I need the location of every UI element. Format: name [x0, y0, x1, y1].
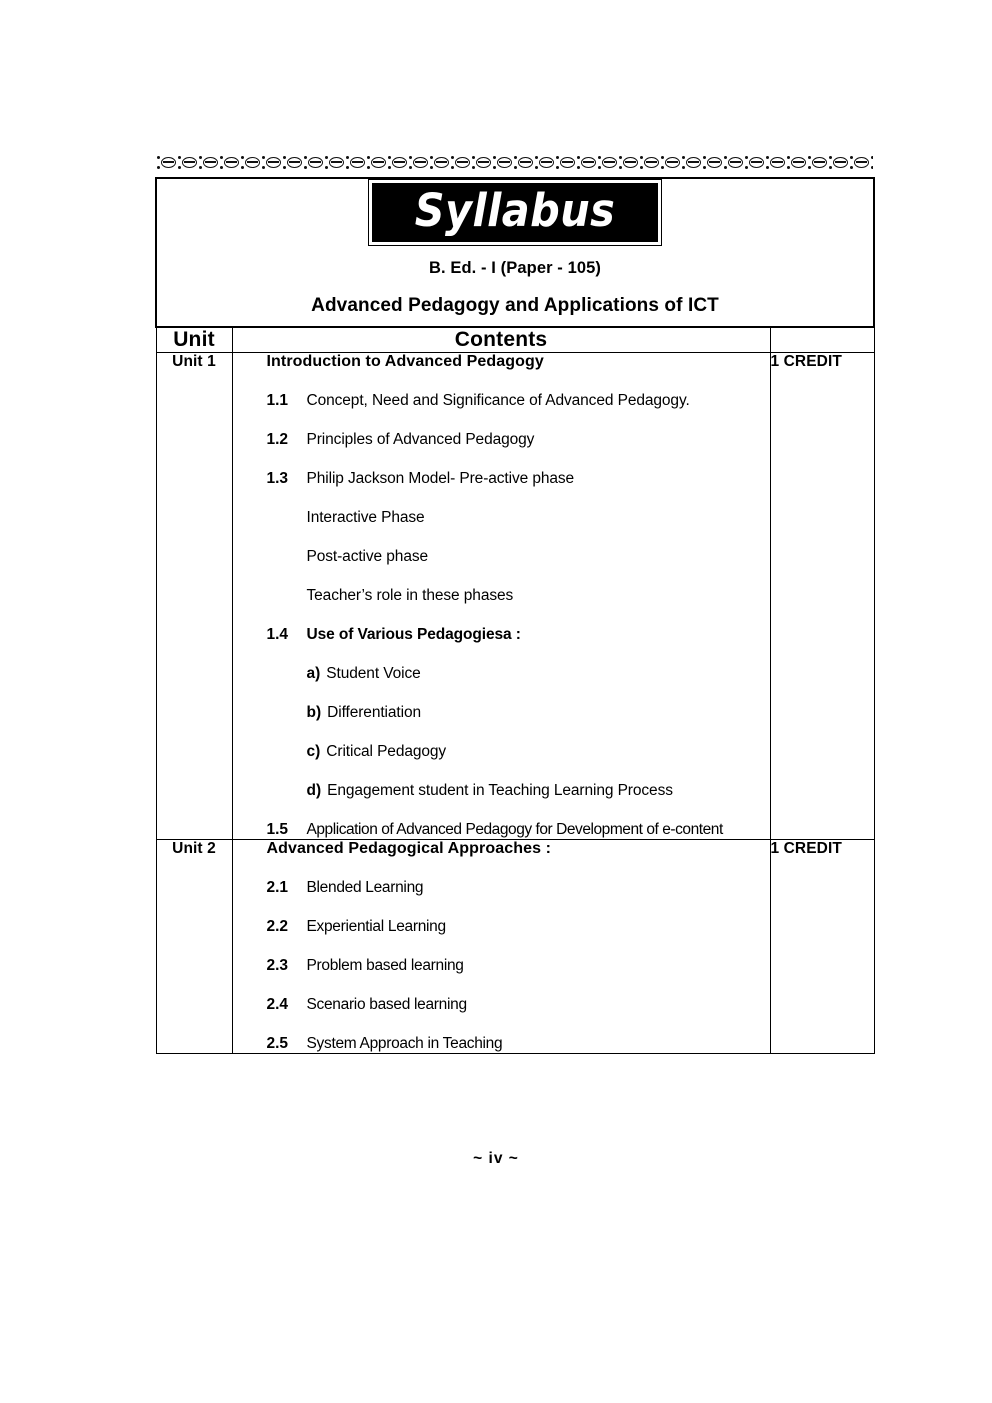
ornament-dot-pair [828, 156, 832, 169]
content-item [233, 392, 770, 410]
column-header-contents: Contents [232, 327, 770, 353]
ornament-motif [407, 156, 428, 169]
content-item [233, 470, 770, 488]
item-text: Post-active phase [306, 547, 429, 565]
ornament-dot-pair [513, 156, 517, 169]
ornament-dot-pair [429, 156, 433, 169]
unit-credit: 1 CREDIT [770, 839, 874, 1053]
ornament-oval-icon [476, 157, 491, 168]
sub-item-text: Student Voice [326, 664, 421, 682]
item-text: Principles of Advanced Pedagogy [306, 430, 535, 448]
item-text: Blended Learning [306, 878, 424, 896]
ornament-motif [176, 156, 197, 169]
ornament-oval-icon [266, 157, 281, 168]
ornament-motif [218, 156, 239, 169]
syllabus-logo [368, 179, 662, 246]
ornament-dot-pair [807, 156, 811, 169]
item-number: 2.4 [266, 995, 289, 1013]
item-text: Application of Advanced Pedagogy for Development of e-content [306, 820, 723, 838]
item-text: Use of Various Pedagogiesa : [306, 625, 521, 643]
ornament-dot-pair [639, 156, 643, 169]
ornament-motif [764, 156, 785, 169]
ornament-dot-pair [702, 156, 706, 169]
table-banner-row [156, 178, 874, 327]
ornament-oval-icon [329, 157, 344, 168]
item-number: 2.5 [266, 1034, 289, 1052]
ornament-dot-pair [282, 156, 286, 169]
ornament-oval-icon [560, 157, 575, 168]
ornament-motif [428, 156, 449, 169]
content-item-continuation [233, 509, 770, 527]
ornament-oval-icon [182, 157, 197, 168]
ornament-oval-icon [728, 157, 743, 168]
item-number: 1.2 [266, 430, 289, 448]
item-number: 1.1 [266, 391, 289, 409]
content-sub-item [233, 743, 770, 761]
item-text: Problem based learning [306, 956, 464, 974]
unit-heading: Introduction to Advanced Pedagogy [266, 352, 544, 370]
ornament-oval-icon [539, 157, 554, 168]
ornament-oval-icon [770, 157, 785, 168]
ornament-dot-pair [492, 156, 496, 169]
item-text: Philip Jackson Model- Pre-active phase [306, 469, 575, 487]
ornament-motif [512, 156, 533, 169]
ornament-oval-icon [308, 157, 323, 168]
ornament-oval-icon [497, 157, 512, 168]
ornament-motif [806, 156, 827, 169]
ornament-oval-icon [791, 157, 806, 168]
ornament-motif [659, 156, 680, 169]
ornament-motif [155, 156, 176, 169]
syllabus-logo-text: Syllabus [414, 184, 616, 237]
content-item-continuation [233, 548, 770, 566]
ornament-motif [638, 156, 659, 169]
ornament-oval-icon [707, 157, 722, 168]
ornament-dot-pair [345, 156, 349, 169]
ornament-dot-pair [765, 156, 769, 169]
ornament-motif [743, 156, 764, 169]
ornament-motif [302, 156, 323, 169]
column-header-unit: Unit [156, 327, 232, 353]
content-sub-item [233, 704, 770, 722]
sub-item-letter: b) [306, 703, 322, 721]
ornament-oval-icon [581, 157, 596, 168]
ornament-dot-pair [786, 156, 790, 169]
sub-item-letter: c) [306, 742, 321, 760]
ornament-motif [785, 156, 806, 169]
syllabus-logo-plate [372, 183, 658, 242]
ornament-dot-pair [303, 156, 307, 169]
ornament-oval-icon [854, 157, 869, 168]
ornament-oval-icon [644, 157, 659, 168]
ornament-motif [281, 156, 302, 169]
ornament-oval-icon [287, 157, 302, 168]
ornament-dot-pair [555, 156, 559, 169]
ornament-oval-icon [749, 157, 764, 168]
content-item [233, 431, 770, 449]
ornament-dot-pair [723, 156, 727, 169]
ornament-motif [239, 156, 260, 169]
ornament-motif [197, 156, 218, 169]
item-number: 1.4 [266, 625, 289, 643]
ornament-dot-pair [198, 156, 202, 169]
ornament-motif [680, 156, 701, 169]
ornament-dot-pair [219, 156, 223, 169]
paper-code-line: B. Ed. - I (Paper - 105) [428, 258, 602, 277]
ornament-oval-icon [203, 157, 218, 168]
ornament-dot-pair [870, 156, 873, 169]
unit-credit: 1 CREDIT [770, 352, 874, 839]
ornament-dot-pair [849, 156, 853, 169]
ornament-motif [554, 156, 575, 169]
item-text: Experiential Learning [306, 917, 446, 935]
table-row [156, 839, 874, 1053]
ornament-dot-pair [324, 156, 328, 169]
item-number: 2.3 [266, 956, 289, 974]
ornament-dot-pair [534, 156, 538, 169]
ornament-dot-pair [744, 156, 748, 169]
ornament-motif [701, 156, 722, 169]
page-number: ~ iv ~ [473, 1150, 519, 1167]
decorative-border-ornament [155, 152, 873, 172]
ornament-motif [365, 156, 386, 169]
unit-label: Unit 1 [156, 352, 232, 839]
ornament-oval-icon [812, 157, 827, 168]
item-text: Teacher’s role in these phases [306, 586, 514, 604]
content-item [233, 626, 770, 644]
ornament-dot-pair [240, 156, 244, 169]
syllabus-banner-cell [156, 178, 874, 327]
ornament-dot-pair [576, 156, 580, 169]
ornament-motif [722, 156, 743, 169]
ornament-dot-pair [156, 156, 160, 169]
ornament-dot-pair [387, 156, 391, 169]
ornament-oval-icon [434, 157, 449, 168]
ornament-motif [827, 156, 848, 169]
ornament-motif [491, 156, 512, 169]
item-number: 2.1 [266, 878, 289, 896]
item-text: Scenario based learning [306, 995, 467, 1013]
ornament-dot-pair [177, 156, 181, 169]
ornament-motif [386, 156, 407, 169]
ornament-dot-pair [366, 156, 370, 169]
course-title: Advanced Pedagogy and Applications of ICT [311, 294, 719, 316]
item-text: Interactive Phase [306, 508, 425, 526]
column-header-credit [770, 327, 874, 353]
ornament-oval-icon [623, 157, 638, 168]
content-item [233, 1035, 770, 1053]
syllabus-table [155, 177, 875, 1054]
ornament-dot-pair [660, 156, 664, 169]
item-text: System Approach in Teaching [306, 1034, 503, 1052]
content-sub-item [233, 665, 770, 683]
item-number: 1.3 [266, 469, 289, 487]
ornament-dot-pair [261, 156, 265, 169]
ornament-oval-icon [245, 157, 260, 168]
sub-item-text: Engagement student in Teaching Learning Process [327, 781, 673, 799]
content-item [233, 957, 770, 975]
unit-contents [232, 839, 770, 1053]
item-text: Concept, Need and Significance of Advanced Pedagogy. [306, 391, 690, 409]
ornament-motif [596, 156, 617, 169]
ornament-motif [449, 156, 470, 169]
ornament-oval-icon [161, 157, 176, 168]
ornament-motif [344, 156, 365, 169]
ornament-motif [848, 156, 869, 169]
content-item [233, 821, 770, 839]
content-item [233, 879, 770, 897]
ornament-dot-pair [408, 156, 412, 169]
content-sub-item [233, 782, 770, 800]
ornament-oval-icon [518, 157, 533, 168]
ornament-oval-icon [665, 157, 680, 168]
item-number: 2.2 [266, 917, 289, 935]
sub-item-text: Critical Pedagogy [326, 742, 447, 760]
sub-item-text: Differentiation [327, 703, 421, 721]
ornament-oval-icon [686, 157, 701, 168]
ornament-motif [323, 156, 344, 169]
ornament-dot-pair [597, 156, 601, 169]
ornament-motif [575, 156, 596, 169]
unit-contents [232, 352, 770, 839]
ornament-oval-icon [392, 157, 407, 168]
ornament-oval-icon [413, 157, 428, 168]
unit-item-list [233, 879, 770, 1053]
unit-heading: Advanced Pedagogical Approaches : [266, 839, 552, 857]
ornament-motif [260, 156, 281, 169]
unit-label: Unit 2 [156, 839, 232, 1053]
ornament-dot-pair [681, 156, 685, 169]
ornament-motif [617, 156, 638, 169]
sub-item-letter: d) [306, 781, 322, 799]
sub-item-letter: a) [306, 664, 321, 682]
ornament-oval-icon [371, 157, 386, 168]
item-number: 1.5 [266, 820, 289, 838]
content-item-continuation [233, 587, 770, 605]
ornament-motif [470, 156, 491, 169]
ornament-oval-icon [602, 157, 617, 168]
ornament-oval-icon [224, 157, 239, 168]
ornament-dot-pair [618, 156, 622, 169]
table-row [156, 352, 874, 839]
content-item [233, 918, 770, 936]
ornament-oval-icon [455, 157, 470, 168]
ornament-dot-pair [471, 156, 475, 169]
ornament-motif [533, 156, 554, 169]
ornament-motif [869, 156, 873, 169]
table-header-row [156, 327, 874, 353]
content-item [233, 996, 770, 1014]
ornament-dot-pair [450, 156, 454, 169]
unit-item-list [233, 392, 770, 839]
ornament-oval-icon [350, 157, 365, 168]
ornament-oval-icon [833, 157, 848, 168]
